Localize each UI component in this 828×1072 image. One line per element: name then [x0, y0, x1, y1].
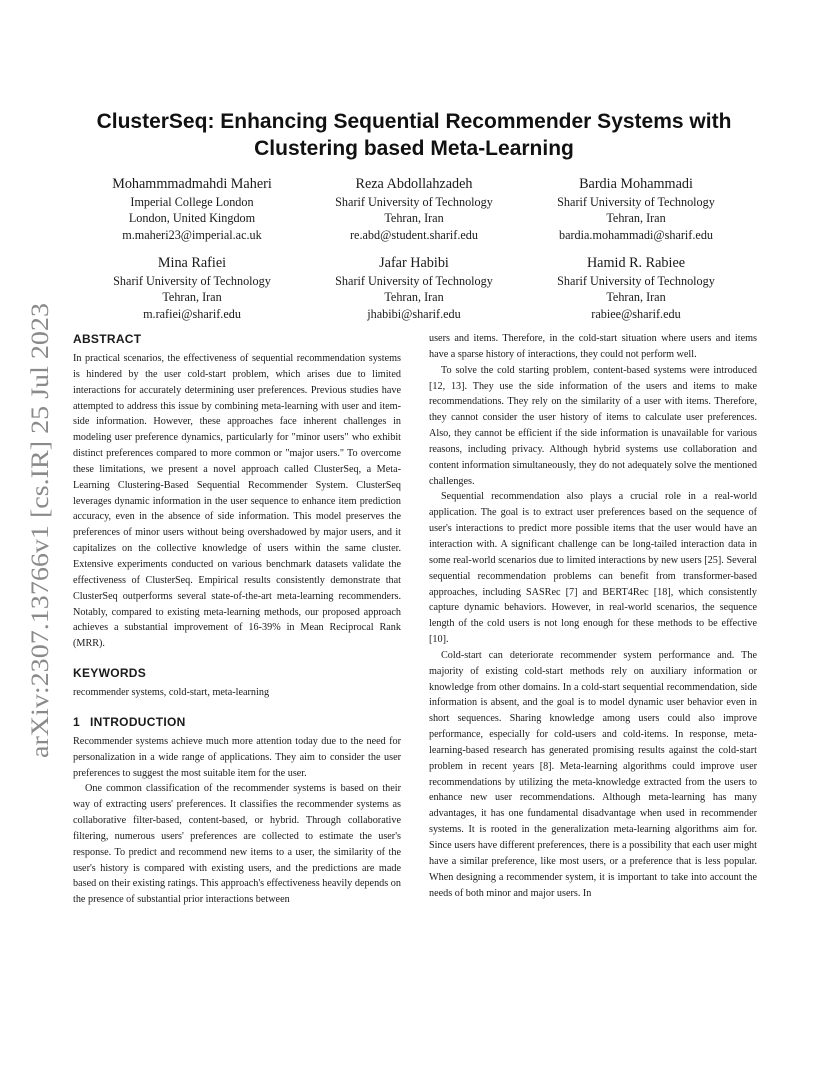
intro-paragraph-5: Cold-start can deteriorate recommender system performance and. The majority of existing cold-start methods rely on auxiliary information or knowledge from other domains. In a cold-start sequential recommendation, side information is absent, and the goal is to model dynamic user behavior even in short sequences. Sharing knowledge among users could also improve performance, especially for cold-users and cold-items. In response, meta-learning-based research has generated promising results against the cold-start problem in recent years [8]. Meta-learning algorithms could improve user recommendations by utilizing the meta-knowledge extracted from the users to enhance new user recommendations. Although meta-learning has many advantages, it has one fundamental disadvantage when used in recommender systems. It is rooted in the generalization meta-learning algorithms aim for. Since users have different preferences, there is a possibility that each user might have a similar preference, like most users, or a preference that is less popular. When designing a recommender system, it is important to take into account the needs of both minor and major users. In	[429, 649, 757, 899]
author-affiliation: Imperial College London	[130, 195, 254, 209]
author-location: Tehran, Iran	[606, 211, 666, 226]
author-email: m.rafiei@sharif.edu	[143, 306, 241, 321]
abstract-text: In practical scenarios, the effectiveness of sequential recommendation systems is hindered by the user cold-start problem, which arises due to limited interactions for accurately determining user preferences. Previous studies have attempted to address this issue by combining meta-learning with user and item-side information. However, these approaches face inherent challenges in modeling user preference dynamics, particularly for "minor users" who exhibit distinct preferences compared to more common or "major users." To overcome these limitations, we present a novel approach called ClusterSeq, a Meta-Learning Clustering-Based Sequential Recommender System. ClusterSeq leverages dynamic information in the user sequence to enhance item prediction accuracy, even in the absence of side information. This model preserves the preferences of minor users without being overshadowed by major users, and it capitalizes on the collective knowledge of users within the same cluster. Extensive experiments conducted on various benchmark datasets validate the effectiveness of ClusterSeq. Empirical results consistently demonstrate that ClusterSeq outperforms several state-of-the-art meta-learning recommenders. Notably, compared to existing meta-learning methods, our proposed approach achieves a substantial improvement of 16-39% in Mean Reciprocal Rank (MRR).	[73, 353, 401, 650]
introduction-heading	[73, 713, 401, 731]
author-name: Bardia Mohammadi	[579, 176, 693, 192]
author-name: Jafar Habibi	[379, 255, 449, 271]
author-block	[304, 175, 524, 243]
author-location: Tehran, Iran	[384, 211, 444, 226]
author-affiliation: Sharif University of Technology	[557, 195, 715, 209]
author-email: rabiee@sharif.edu	[591, 306, 681, 321]
abstract-heading: ABSTRACT	[73, 332, 142, 346]
arxiv-stamp	[18, 300, 58, 760]
right-column	[429, 331, 757, 901]
author-affiliation: Sharif University of Technology	[113, 274, 271, 288]
author-email: m.maheri23@imperial.ac.uk	[122, 227, 262, 242]
intro-paragraph-2: One common classification of the recommender systems is based on their way of extracting users' preferences. It classifies the recommender systems as collaborative filter-based, content-based, or hybrid. Through collaborative filtering, numerous users' preferences are collected to estimate the user's response. To predict and recommend new items to a user, the similarity of the user's history is compared with existing users, and the predictions are made based on their existing ratings. This approach's effectiveness heavily depends on the presence of substantial prior interactions between	[73, 783, 401, 906]
author-location: Tehran, Iran	[162, 290, 222, 305]
author-block	[526, 254, 746, 322]
author-affiliation: Sharif University of Technology	[335, 274, 493, 288]
author-location: Tehran, Iran	[606, 290, 666, 305]
author-location: London, United Kingdom	[128, 211, 256, 226]
author-block	[304, 254, 524, 322]
intro-paragraph-2-continued: users and items. Therefore, in the cold-start situation where users and items have a sparse history of interactions, they could not perform well.	[429, 333, 757, 360]
author-block	[82, 254, 302, 322]
intro-paragraph-3: To solve the cold starting problem, content-based systems were introduced [12, 13]. They use the side information of the users and items to make recommendations. They rely on the similarity of a user with items. Therefore, they cannot consider the user history of items to calculate user preferences. Also, they cannot be efficient if the side information is unavailable for various reasons, including privacy. Although hybrid systems use collaboration and content information simultaneously, they do not adequately solve the mentioned challenges.	[429, 364, 757, 487]
intro-paragraph-1: Recommender systems achieve much more attention today due to the need for personalization in a wide range of applications. They aim to consider the user preferences to suggest the most suitable item for the user.	[73, 735, 401, 779]
left-column	[73, 330, 401, 908]
keywords-heading: KEYWORDS	[73, 666, 147, 681]
author-name: Reza Abdollahzadeh	[355, 176, 473, 192]
author-email: bardia.mohammadi@sharif.edu	[558, 227, 714, 242]
intro-paragraph-4: Sequential recommendation also plays a crucial role in a real-world application. The goal is to extract user preferences based on the sequence of user's interactions to predict more possible items that the user would have an interaction with. A significant challenge can be long-tailed interaction data in some real-world scenarios due to limited interactions by new users [25]. Several sequential recommendation problems can benefit from transformer-based approaches, including SASRec [7] and BERT4Rec [18], which consistently capture dynamic behaviors. However, in real-world scenarios, the sequence length of the cold users is not long enough for these methods to be effective [10].	[429, 491, 757, 646]
author-email: jhabibi@sharif.edu	[367, 306, 461, 321]
author-location: Tehran, Iran	[384, 290, 444, 305]
paper-title: ClusterSeq: Enhancing Sequential Recommender Systems with Clustering based Meta-Learning	[96, 110, 732, 160]
section-number: 1	[73, 714, 80, 729]
author-name: Mina Rafiei	[157, 255, 227, 271]
keywords-text: recommender systems, cold-start, meta-learning	[73, 687, 270, 699]
arxiv-identifier: arXiv:2307.13766v1 [cs.IR] 25 Jul 2023	[25, 344, 54, 758]
author-email: re.abd@student.sharif.edu	[350, 227, 478, 242]
author-name: Hamid R. Rabiee	[586, 255, 686, 271]
author-name: Mohammmadmahdi Maheri	[112, 176, 272, 192]
author-block	[526, 175, 746, 243]
author-affiliation: Sharif University of Technology	[557, 274, 715, 288]
author-affiliation: Sharif University of Technology	[335, 195, 493, 209]
section-title: INTRODUCTION	[89, 714, 186, 729]
author-block	[82, 175, 302, 243]
